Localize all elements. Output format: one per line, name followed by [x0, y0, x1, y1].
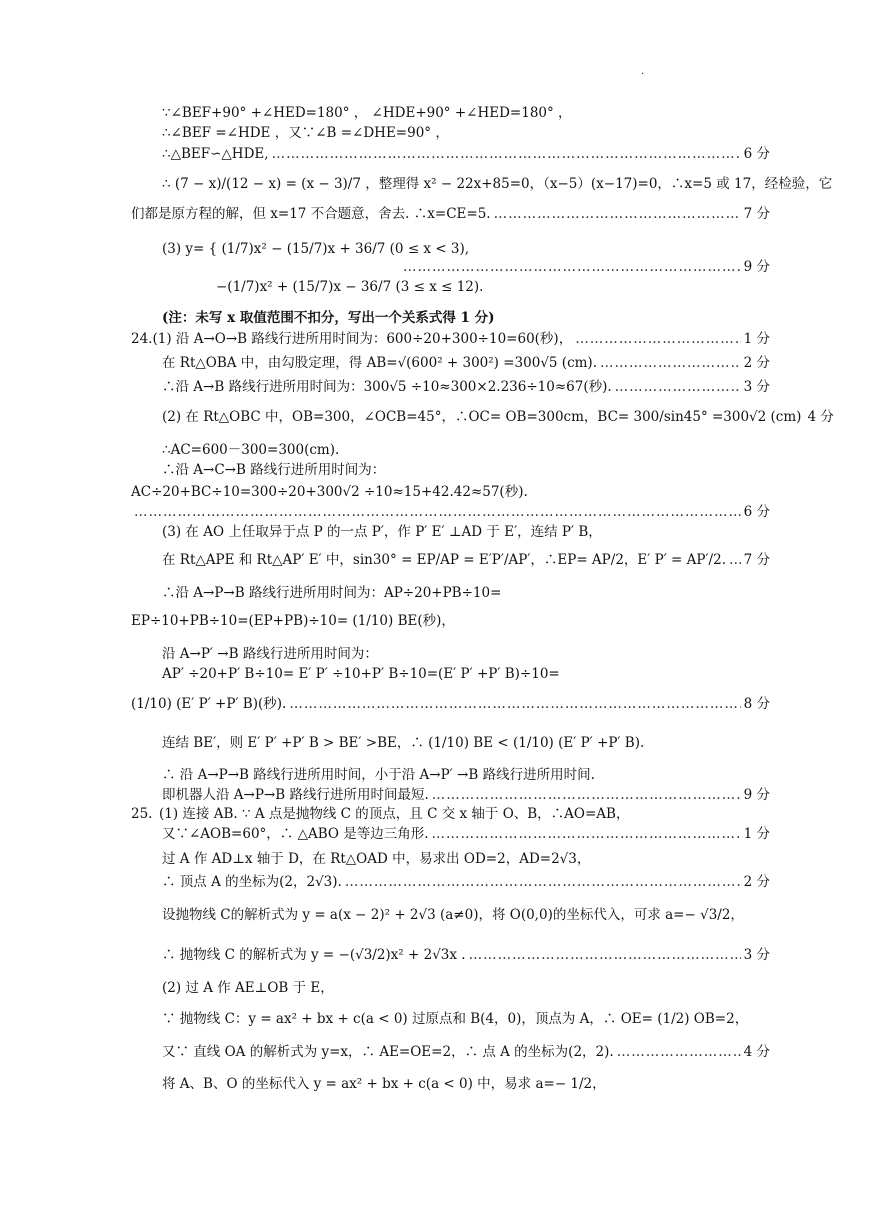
q24-line-18-text: 即机器人沿 A→P→B 路线行进所用时间最短.: [162, 787, 429, 803]
q24-line-1-text: (1) 沿 A→O→B 路线行进所用时间为：600÷20+300÷10=60(秒)，: [152, 331, 573, 347]
q24-line-1: [131, 330, 770, 348]
leader-dots: [575, 330, 740, 348]
q24-line-9: (3) 在 AO 上任取异于点 P 的一点 P′，作 P′ E′ ⊥AD 于 E′，连结 P′ B，: [162, 524, 602, 540]
q25-line-9-text: 又∵ 直线 OA 的解析式为 y=x，∴ AE=OE=2，∴ 点 A 的坐标为(2，2).: [162, 1044, 614, 1060]
score-label: 8 分: [743, 696, 770, 712]
question-number: 25.: [131, 806, 153, 822]
q25-line-4: [162, 873, 770, 891]
score-label: 2 分: [743, 355, 770, 371]
leader-dots: [432, 786, 741, 804]
q24-line-15-text: (1/10) (E′ P′ +P′ B)(秒).: [131, 696, 287, 712]
leader-dots: [615, 378, 741, 396]
q24-line-3-text: ∴沿 A→B 路线行进所用时间为：300√5 ÷10≈300×2.236÷10≈67(秒).: [162, 379, 612, 395]
leader-dots: [272, 145, 741, 163]
leader-dots: [729, 551, 741, 569]
leader-dots: [432, 825, 741, 843]
q25-line-6: [162, 946, 770, 964]
score-label: 4 分: [807, 409, 834, 425]
q24-line-7: AC÷20+BC÷10=300÷20+300√2 ÷10≈15+42.42≈57(秒).: [131, 484, 528, 500]
leader-dots: [289, 695, 740, 713]
q23-note: (注：未写 x 取值范围不扣分，写出一个关系式得 1 分): [162, 310, 495, 326]
q24-line-5: ∴AC=600－300=300(cm).: [162, 442, 340, 458]
score-label: 2 分: [743, 874, 770, 890]
q23-line-2: ∴∠BEF =∠HDE ，又∵∠B =∠DHE=90° ，: [162, 125, 449, 141]
q25-line-10: 将 A、B、O 的坐标代入 y = ax² + bx + c(a < 0) 中，易求 a=− 1/2，: [162, 1076, 606, 1092]
q25-line-8: ∵ 抛物线 C：y = ax² + bx + c(a < 0) 过原点和 B(4，0)，顶点为 A，∴ OE= (1/2) OB=2，: [162, 1011, 749, 1027]
score-label: 3 分: [743, 947, 770, 963]
q23-line-3: [162, 145, 770, 163]
q24-line-4: [162, 408, 834, 426]
q23-line-3-text: ∴△BEF∽△HDE,: [162, 146, 269, 162]
q23-line-1: ∵∠BEF+90° +∠HED=180° ， ∠HDE+90° +∠HED=180° ，: [162, 105, 572, 121]
q24-line-10-text: 在 Rt△APE 和 Rt△AP′ E′ 中，sin30° = EP/AP = E′P′/AP′，∴EP= AP/2，E′ P′ = AP′/2.: [162, 552, 726, 568]
q23-line-6b: −(1/7)x² + (15/7)x − 36/7 (3 ≤ x ≤ 12).: [216, 279, 484, 295]
q24-line-13: 沿 A→P′ →B 路线行进所用时间为：: [162, 646, 378, 662]
q25-line-5: 设抛物线 C的解析式为 y = a(x − 2)² + 2√3 (a≠0)，将 O(0,0)的坐标代入，可求 a=− √3/2，: [162, 907, 744, 923]
leader-dots: [403, 258, 741, 276]
q25-line-4-text: ∴ 顶点 A 的坐标为(2，2√3).: [162, 874, 342, 890]
q24-line-3: [162, 378, 770, 396]
q23-line-5: [131, 205, 770, 223]
score-label: 7 分: [743, 206, 770, 222]
leader-dots: [345, 873, 741, 891]
q23-line-5-text: 们都是原方程的解，但 x=17 不合题意，舍去. ∴x=CE=5.: [131, 206, 491, 222]
score-label: 1 分: [743, 826, 770, 842]
header-dot: .: [641, 66, 645, 77]
leader-dots: [600, 354, 741, 372]
q25-line-1: [131, 805, 629, 823]
q24-line-2: [162, 354, 770, 372]
score-label: 4 分: [743, 1044, 770, 1060]
leader-dots: [134, 503, 741, 521]
score-label: 1 分: [743, 331, 770, 347]
score-label: 6 分: [743, 504, 770, 520]
q24-line-11: ∴沿 A→P→B 路线行进所用时间为：AP÷20+PB÷10=: [162, 585, 502, 601]
q24-line-6: ∴沿 A→C→B 路线行进所用时间为：: [162, 462, 386, 478]
q25-line-2: [162, 825, 770, 843]
q24-line-10: [162, 551, 770, 569]
q25-line-6-text: ∴ 抛物线 C 的解析式为 y = −(√3/2)x² + 2√3x .: [162, 947, 466, 963]
q25-line-1-text: (1) 连接 AB. ∵ A 点是抛物线 C 的顶点，且 C 交 x 轴于 O、B，∴AO=AB，: [159, 806, 630, 822]
q24-line-18: [162, 786, 770, 804]
q23-line-4: ∴ (7 − x)/(12 − x) = (x − 3)/7 ，整理得 x² − 22x+85=0，（x−5）(x−17)=0，∴x=5 或 17，经检验，它: [162, 176, 833, 192]
leader-dots: [494, 205, 741, 223]
q25-line-9: [162, 1043, 770, 1061]
q24-line-4-text: (2) 在 Rt△OBC 中，OB=300，∠OCB=45°，∴OC= OB=300cm，BC= 300/sin45° =300√2 (cm): [162, 409, 802, 425]
leader-dots: [469, 946, 741, 964]
q24-line-8: [131, 503, 770, 521]
q23-line-6a: (3) y= { (1/7)x² − (15/7)x + 36/7 (0 ≤ x < 3),: [162, 241, 470, 257]
q23-line-6-leader: [400, 258, 770, 276]
question-number: 24.: [131, 331, 153, 347]
q25-line-7: (2) 过 A 作 AE⊥OB 于 E，: [162, 980, 334, 996]
score-label: 7 分: [743, 552, 770, 568]
score-label: 6 分: [743, 146, 770, 162]
q24-line-17: ∴ 沿 A→P→B 路线行进所用时间，小于沿 A→P′ →B 路线行进所用时间.: [162, 767, 595, 783]
q24-line-16: 连结 BE′，则 E′ P′ +P′ B > BE′ >BE，∴ (1/10) BE < (1/10) (E′ P′ +P′ B).: [162, 735, 645, 751]
score-label: 9 分: [743, 787, 770, 803]
score-label: 3 分: [743, 379, 770, 395]
q24-line-15: [131, 695, 770, 713]
q24-line-2-text: 在 Rt△OBA 中，由勾股定理，得 AB=√(600² + 300²) =300√5 (cm).: [162, 355, 597, 371]
q25-line-3: 过 A 作 AD⊥x 轴于 D，在 Rt△OAD 中，易求出 OD=2，AD=2√3，: [162, 851, 591, 867]
q25-line-2-text: 又∵∠AOB=60°，∴ △ABO 是等边三角形.: [162, 826, 429, 842]
q24-line-14: AP′ ÷20+P′ B÷10= E′ P′ ÷10+P′ B÷10=(E′ P′ +P′ B)÷10=: [162, 666, 560, 682]
q24-line-12: EP÷10+PB÷10=(EP+PB)÷10= (1/10) BE(秒)，: [131, 613, 455, 629]
score-label: 9 分: [743, 259, 770, 275]
leader-dots: [617, 1043, 741, 1061]
